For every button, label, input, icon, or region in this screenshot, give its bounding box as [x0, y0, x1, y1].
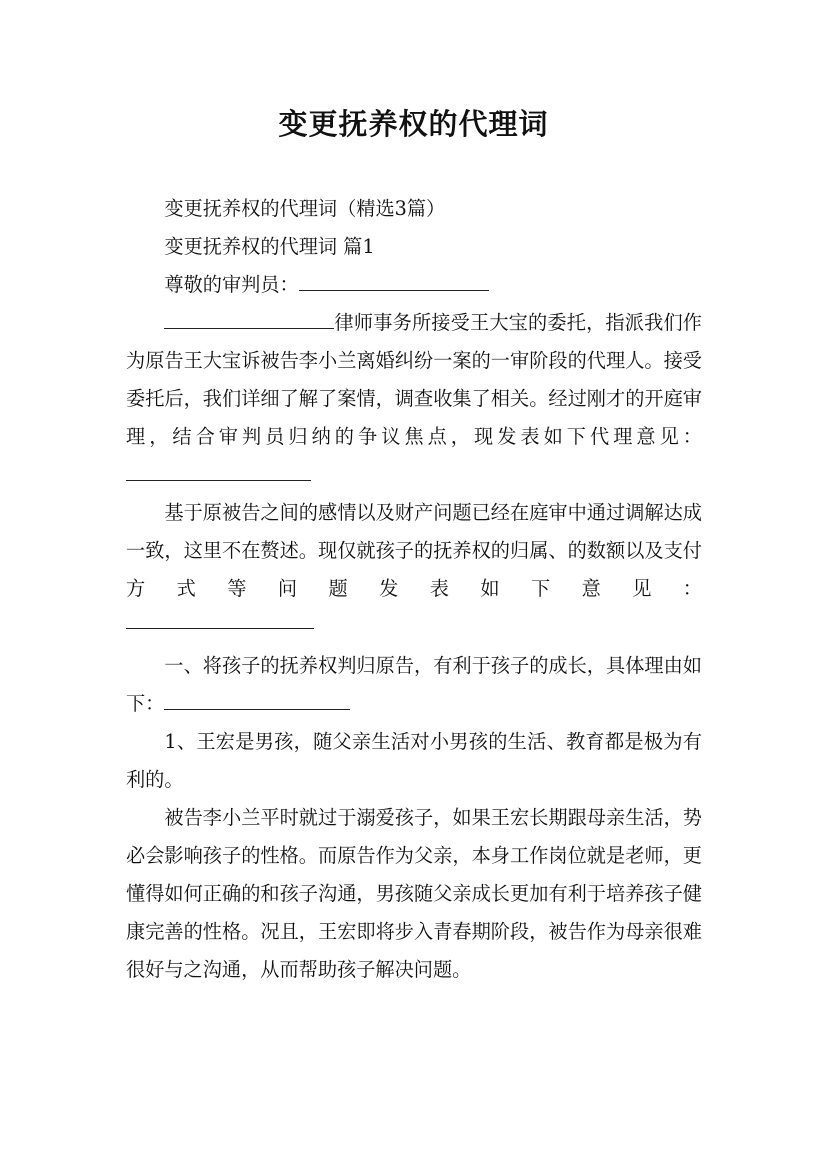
intro-text: 律师事务所接受王大宝的委托，指派我们作为原告王大宝诉被告李小兰离婚纠纷一案的一审阶段的代理人。接受委托后，我们详细了解了案情，调查收集了相关。经过刚才的开庭审理，结合审判员归纳的争议焦点，现发表如下代理意见： [126, 311, 702, 448]
fill-in-blank [299, 272, 489, 291]
document-title: 变更抚养权的代理词 [278, 107, 549, 141]
fill-in-blank [126, 462, 311, 481]
paragraph-salutation [126, 266, 702, 304]
fill-in-blank [164, 691, 350, 710]
salutation-text: 尊敬的审判员： [164, 273, 299, 296]
paragraph-reason-detail: 被告李小兰平时就过于溺爱孩子，如果王宏长期跟母亲生活，势必会影响孩子的性格。而原告作为父亲，本身工作岗位就是老师，更懂得如何正确的和孩子沟通，男孩随父亲成长更加有利于培养孩子健康完善的性格。况且，王宏即将步入青春期阶段，被告作为母亲很难很好与之沟通，从而帮助孩子解决问题。 [126, 806, 702, 981]
document-body [126, 190, 702, 989]
point-one-text: 一、将孩子的抚养权判归原告，有利于孩子的成长，具体理由如下： [126, 654, 702, 715]
paragraph-intro [126, 304, 702, 494]
paragraph-section-heading: 变更抚养权的代理词 篇1 [164, 235, 375, 258]
fill-in-blank [126, 608, 314, 629]
fill-in-blank [164, 310, 334, 329]
paragraph-point-one [126, 647, 702, 723]
paragraph-background: 基于原被告之间的感情以及财产问题已经在庭审中通过调解达成一致，这里不在赘述。现仅就孩子的抚养权的归属、的数额以及支付方式等问题发表如下意见： [126, 501, 702, 600]
paragraph-reason-one: 1、王宏是男孩，随父亲生活对小男孩的生活、教育都是极为有利的。 [126, 730, 702, 791]
paragraph-subtitle: 变更抚养权的代理词（精选3篇） [164, 197, 446, 220]
